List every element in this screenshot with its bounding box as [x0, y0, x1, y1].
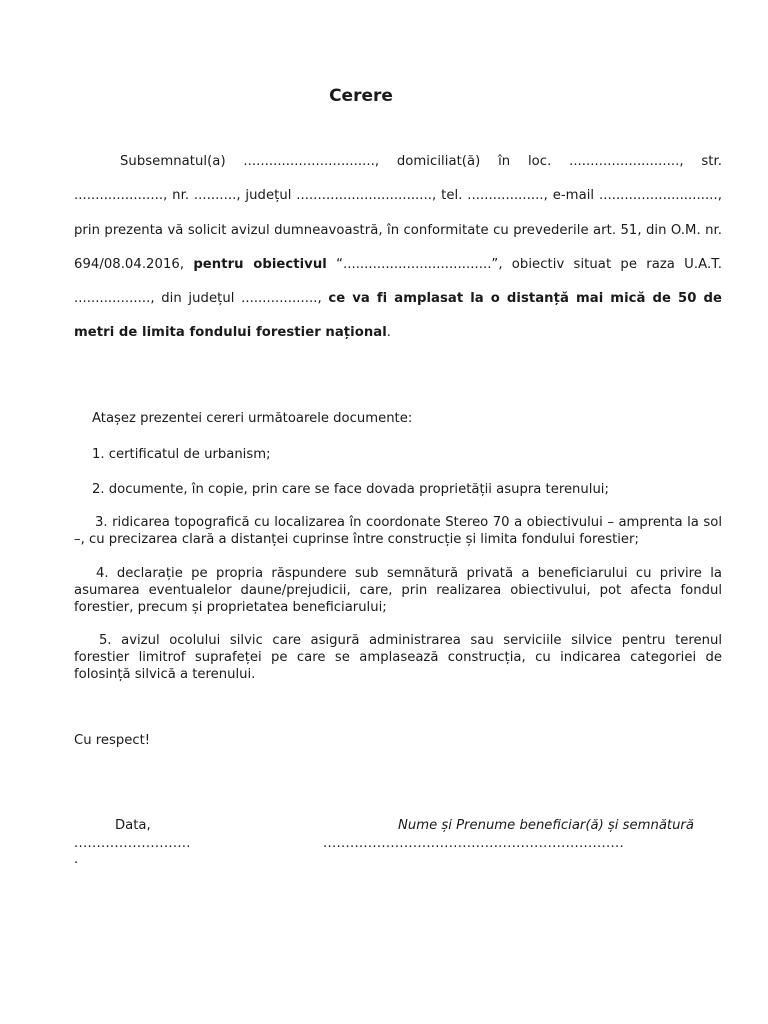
- attachment-item-3: 3. ridicarea topografică cu localizarea în coordonate Stereo 70 a obiectivului – amprenta la sol –, cu precizarea clară a distanței cuprinse între construcție și limita fondului forestier;: [74, 515, 722, 547]
- attachment-item-1: 1. certificatul de urbanism;: [92, 447, 271, 462]
- name-signature-label: Nume și Prenume beneficiar(ă) și semnătură: [398, 818, 694, 833]
- attachment-item-4: 4. declarație pe propria răspundere sub semnătură privată a beneficiarului cu privire la asumarea eventualelor daune/prejudicii, care, prin realizarea obiectivului, pot afecta fondul forestier, precum și proprietatea beneficiarului;: [74, 566, 722, 615]
- attachment-item-2: 2. documente, în copie, prin care se face dovada proprietății asupra terenului;: [92, 482, 609, 497]
- date-label: Data,: [115, 818, 151, 833]
- request-bold-1: pentru obiectivul: [193, 256, 327, 272]
- name-signature-fill-line: ...................................................................: [323, 836, 624, 851]
- request-text-1: Subsemnatul(a) ..............................., domiciliat(ă) în loc. .........................., str. ....................., nr. .........., județul ................................, tel. .................., e-mail ............................, prin prezenta vă solicit avizul dumneavoastră, în conformitate cu prevederile art. 51, din O.M. nr. 694/08.04.2016,: [74, 154, 722, 272]
- request-text-2: “...................................”, obiectiv situat pe raza U.A.T. .................., din județul ..................,: [74, 256, 722, 307]
- document-title: Cerere: [329, 86, 393, 106]
- closing-salutation: Cu respect!: [74, 733, 151, 748]
- attachments-intro: Atașez prezentei cereri următoarele documente:: [92, 411, 413, 426]
- request-text-3: .: [386, 325, 392, 341]
- request-paragraph: [74, 145, 722, 351]
- date-fill-line: ..........................: [74, 836, 191, 851]
- attachment-item-5: 5. avizul ocolului silvic care asigură administrarea sau serviciile silvice pentru terenul forestier limitrof suprafeței pe care se amplasează construcția, cu indicarea categoriei de folosință silvică a terenului.: [74, 633, 722, 682]
- fill-line-tail: .: [74, 852, 79, 867]
- request-bold-2: ce va fi amplasat la o distanță mai mică de 50 de metri de limita fondului forestier național: [74, 291, 722, 341]
